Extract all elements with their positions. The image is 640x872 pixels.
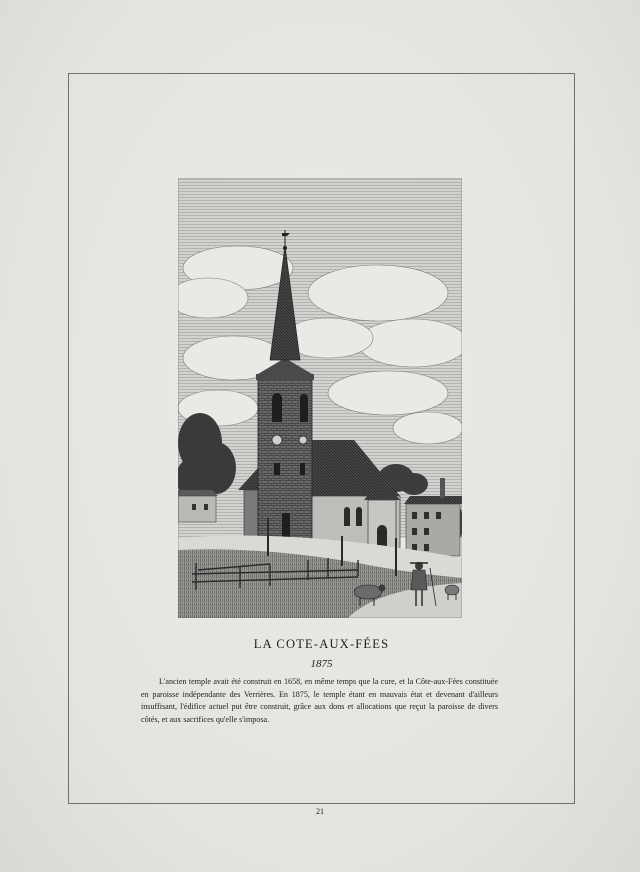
church-engraving bbox=[178, 178, 462, 618]
plate-caption: L'ancien temple avait été construit en 1658, en même temps que la cure, et la Côte-aux-Fées constituée en paroisse indépendante des Verrières. En 1875, le temple étant en mauvais état et devenant d'ailleurs insuffisant, l'édifice actuel put être construit, grâce aux dons et allocations que reçut la paroisse de divers côtés, et aux sacrifices qu'elle s'imposa. bbox=[141, 677, 498, 724]
plate-year: 1875 bbox=[310, 658, 333, 670]
page-number: 21 bbox=[316, 807, 324, 816]
plate-title: LA COTE-AUX-FÉES bbox=[253, 637, 390, 651]
